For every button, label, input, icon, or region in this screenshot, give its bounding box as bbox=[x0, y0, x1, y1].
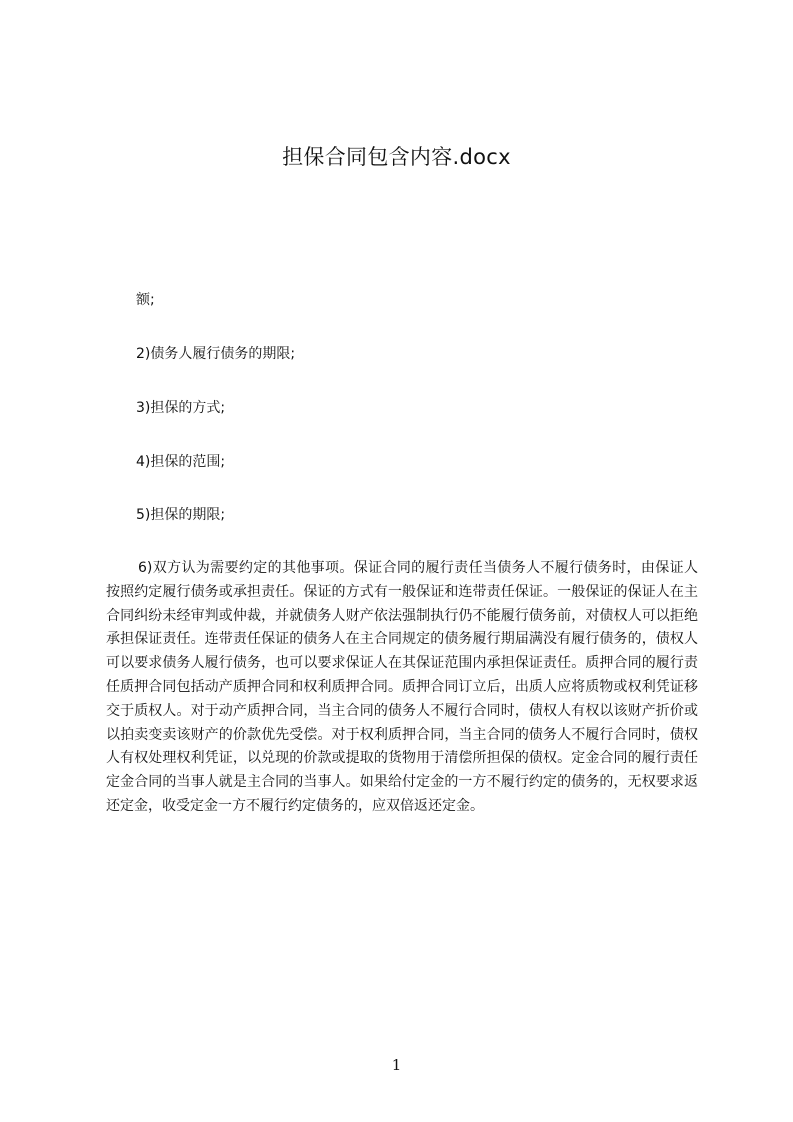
list-item: 5)担保的期限; bbox=[136, 507, 226, 523]
document-title: 担保合同包含内容.docx bbox=[282, 145, 511, 169]
body-paragraph: 6)双方认为需要约定的其他事项。保证合同的履行责任当债务人不履行债务时，由保证人按照约定履行债务或承担责任。保证的方式有一般保证和连带责任保证。一般保证的保证人在主合同纠纷未经审判或仲裁，并就债务人财产依法强制执行仍不能履行债务前，对债权人可以拒绝承担保证责任。连带责任保证的债务人在主合同规定的债务履行期届满没有履行债务的，债权人可以要求债务人履行债务，也可以要求保证人在其保证范围内承担保证责任。质押合同的履行责任质押合同包括动产质押合同和权利质押合同。质押合同订立后，出质人应将质物或权利凭证移交于质权人。对于动产质押合同，当主合同的债务人不履行合同时，债权人有权以该财产折价或以拍卖变卖该财产的价款优先受偿。对于权利质押合同，当主合同的债务人不履行合同时，债权人有权处理权利凭证，以兑现的价款或提取的货物用于清偿所担保的债权。定金合同的履行责任定金合同的当事人就是主合同的当事人。如果给付定金的一方不履行约定的债务的，无权要求返还定金，收受定金一方不履行约定债务的，应双倍返还定金。 bbox=[106, 560, 698, 814]
list-item: 额; bbox=[136, 292, 155, 308]
page-number: 1 bbox=[391, 1056, 402, 1074]
list-item: 3)担保的方式; bbox=[136, 400, 226, 416]
list-item: 4)担保的范围; bbox=[136, 454, 226, 470]
list-item: 2)债务人履行债务的期限; bbox=[136, 346, 296, 362]
